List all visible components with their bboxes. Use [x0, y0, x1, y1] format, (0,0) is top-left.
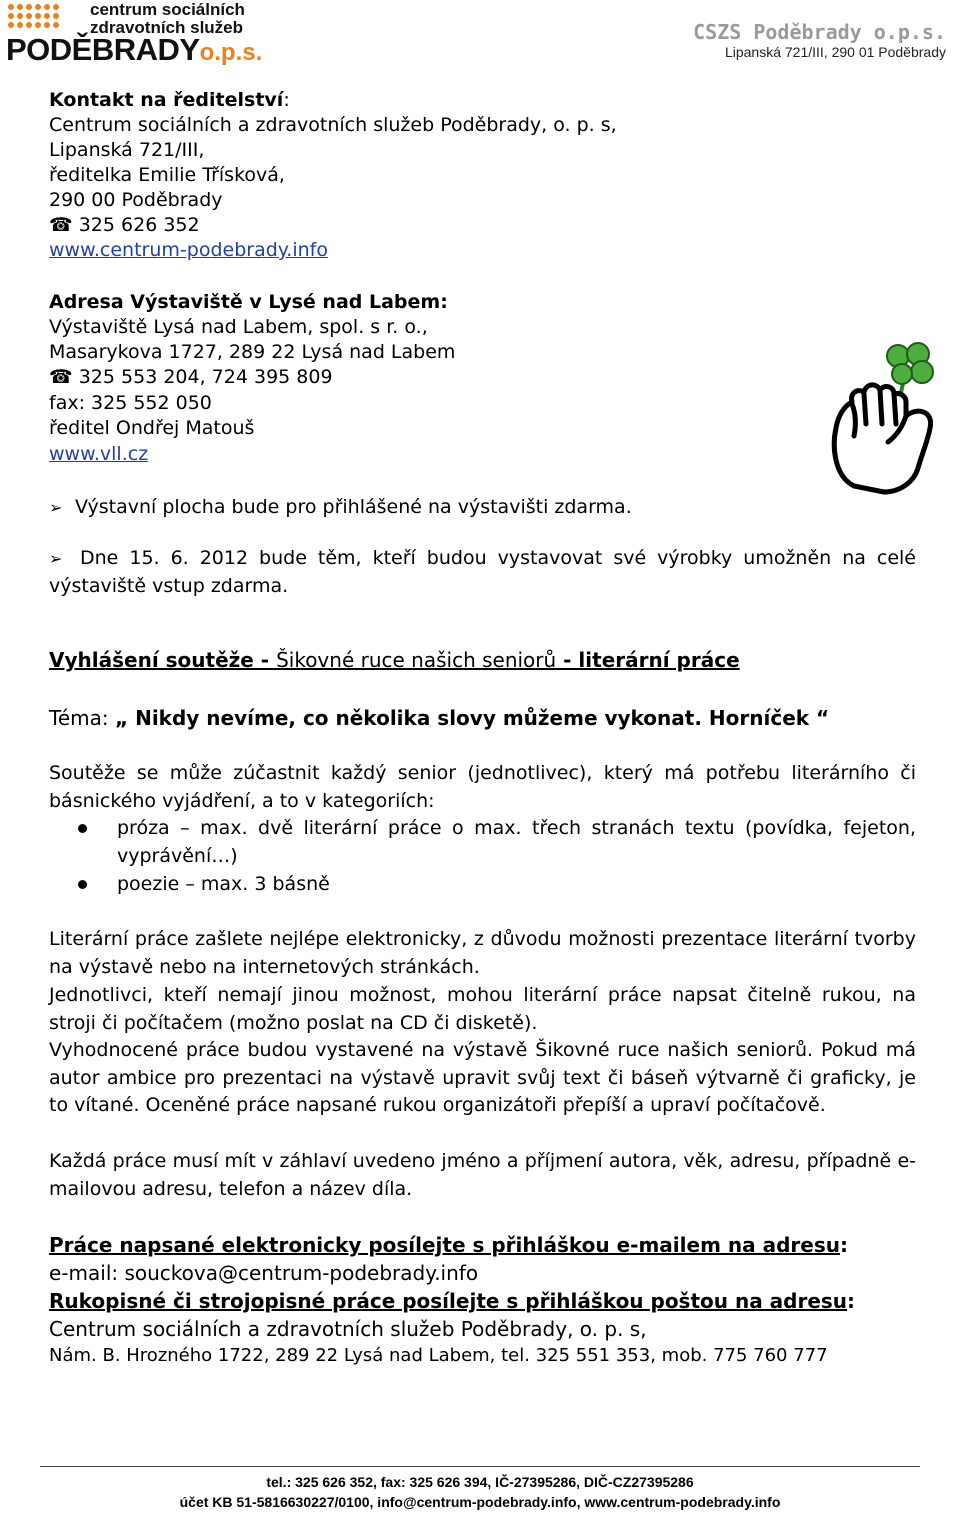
electronic-heading: Práce napsané elektronicky posílejte s přihláškou e-mailem na adresu — [49, 1233, 840, 1257]
paragraph-4: Každá práce musí mít v záhlaví uvedeno jméno a příjmení autora, věk, adresu, případně e-mailovou adresu, telefon a název díla. — [49, 1150, 916, 1200]
arrow-bullet-icon: ➢ — [49, 498, 63, 517]
postal-heading-row: Rukopisné či strojopisné práce posílejte s přihláškou poštou na adresu: — [49, 1289, 856, 1313]
logo-line-1: centrum sociálních — [90, 0, 245, 19]
logo — [6, 0, 296, 66]
director-web-row — [49, 237, 328, 263]
category-prose: próza – max. dvě literární práce o max. třech stranách textu (povídka, fejeton, vyprávění…) — [117, 817, 916, 867]
postal-line-2: Nám. B. Hrozného 1722, 289 22 Lysá nad Labem, tel. 325 551 353, mob. 775 760 777 — [49, 1345, 828, 1366]
electronic-email[interactable]: e-mail: souckova@centrum-podebrady.info — [49, 1261, 479, 1285]
hand-clover-illustration — [826, 336, 944, 496]
director-line-2: Lipanská 721/III, — [49, 139, 205, 161]
contact-director-heading: Kontakt na ředitelství: — [49, 89, 290, 111]
phone-icon: ☎ — [49, 366, 73, 388]
header — [0, 0, 960, 70]
venue-director: ředitel Ondřej Matouš — [49, 417, 255, 439]
director-web-link[interactable]: www.centrum-podebrady.info — [49, 239, 328, 261]
note-1: ➢ Výstavní plocha bude pro přihlášené na výstavišti zdarma. — [49, 494, 632, 521]
paragraph-3: Vyhodnocené práce budou vystavené na výstavě Šikovné ruce našich seniorů. Pokud má autor ambice pro prezentaci na výstavě upravit svůj text či báseň výtvarně či graficky, je to vítané. Oceněné práce napsané rukou organizátoři přepíší a upraví počítačově. — [49, 1039, 916, 1117]
venue-line-1: Výstaviště Lysá nad Labem, spol. s r. o., — [49, 316, 428, 338]
paragraph-2: Jednotlivci, kteří nemají jinou možnost, mohou literární práce napsat čitelně rukou, na stroji či počítačem (možno poslat na CD či disketě). — [49, 984, 916, 1034]
logo-big-text: PODĚBRADY — [6, 32, 200, 67]
postal-line-1: Centrum sociálních a zdravotních služeb Poděbrady, o. p. s, — [49, 1317, 647, 1341]
venue-line-2: Masarykova 1727, 289 22 Lysá nad Labem — [49, 341, 456, 363]
director-line-4: 290 00 Poděbrady — [49, 189, 223, 211]
contest-title: Vyhlášení soutěže - Šikovné ruce našich seniorů - literární práce — [49, 648, 740, 672]
director-phone: ☎ 325 626 352 — [49, 214, 200, 236]
venue-fax: fax: 325 552 050 — [49, 392, 212, 414]
director-line-1: Centrum sociálních a zdravotních služeb Poděbrady, o. p. s, — [49, 114, 617, 136]
footer-line-2: účet KB 51-5816630227/0100, info@centrum-podebrady.info, www.centrum-podebrady.info — [179, 1494, 781, 1510]
note-2: ➢ Dne 15. 6. 2012 bude těm, kteří budou vystavovat své výrobky umožněn na celé výstaviště vstup zdarma. — [49, 547, 916, 597]
org-address: Lipanská 721/III, 290 01 Poděbrady — [724, 44, 946, 60]
org-title: CSZS Poděbrady o.p.s. — [693, 20, 946, 44]
footer-line-1: tel.: 325 626 352, fax: 325 626 394, IČ-27395286, DIČ-CZ27395286 — [266, 1474, 694, 1490]
venue-web-link[interactable]: www.vll.cz — [49, 443, 149, 465]
logo-wordmark — [6, 32, 262, 68]
contact-venue-heading: Adresa Výstaviště v Lysé nad Labem: — [49, 291, 448, 313]
hand-icon — [834, 385, 930, 492]
phone-icon: ☎ — [49, 214, 73, 236]
director-line-3: ředitelka Emilie Třísková, — [49, 164, 285, 186]
logo-line-2: zdravotních služeb — [90, 18, 244, 37]
venue-phone: ☎ 325 553 204, 724 395 809 — [49, 366, 333, 388]
venue-web-row — [49, 441, 148, 467]
category-poetry: poezie – max. 3 básně — [117, 873, 330, 895]
electronic-heading-row: Práce napsané elektronicky posílejte s přihláškou e-mailem na adresu: — [49, 1233, 848, 1257]
arrow-bullet-icon: ➢ — [49, 549, 63, 568]
postal-heading: Rukopisné či strojopisné práce posílejte s přihláškou poštou na adresu — [49, 1289, 848, 1313]
logo-suffix: o.p.s. — [199, 39, 263, 66]
footer-divider — [40, 1466, 920, 1467]
paragraph-1: Literární práce zašlete nejlépe elektronicky, z důvodu možnosti prezentace literární tvorby na výstavě nebo na internetových stránkách. — [49, 928, 916, 978]
logo-dots-icon — [6, 2, 66, 36]
bullet-dot-icon — [78, 824, 87, 833]
bullet-dot-icon — [78, 880, 87, 889]
contest-theme: Téma: „ Nikdy nevíme, co několika slovy můžeme vykonat. Horníček “ — [49, 706, 830, 730]
contest-intro: Soutěže se může zúčastnit každý senior (jednotlivec), který má potřebu literárního či básnického vyjádření, a to v kategoriích: — [49, 762, 916, 812]
